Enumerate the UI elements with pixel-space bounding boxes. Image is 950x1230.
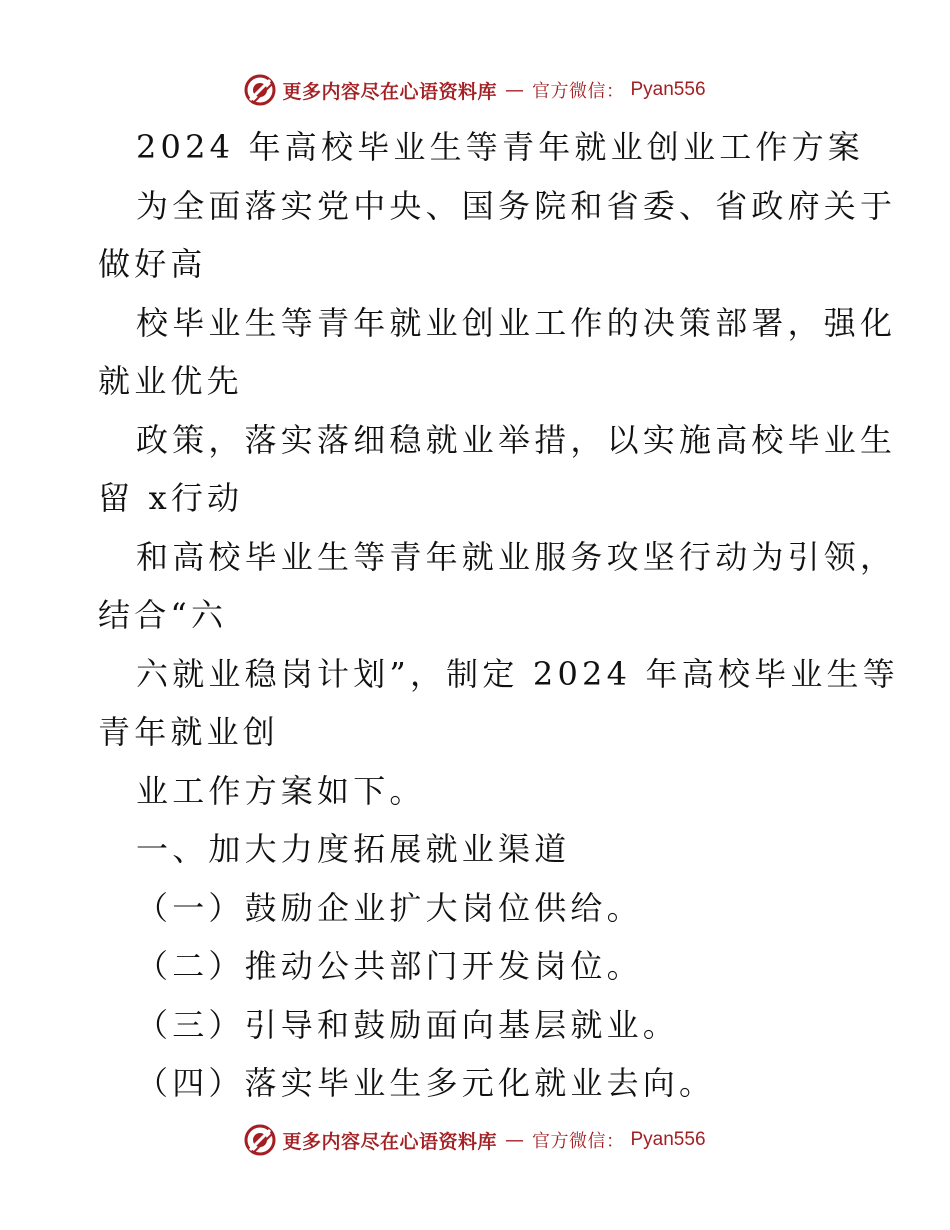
footer-banner-main-text: 更多内容尽在心语资料库 [282,1130,497,1153]
header-banner-wechat-id: Pyan556 [630,79,706,100]
header-banner-wechat-label: 官方微信： [532,81,625,102]
footer-banner-separator: — [505,1129,524,1151]
paragraph-line: 政策，落实落细稳就业举措，以实施高校毕业生 [136,420,897,459]
paragraph-line: 业工作方案如下。 [136,771,426,810]
subsection-item: （三）引导和鼓励面向基层就业。 [136,1005,680,1044]
paragraph-line: 为全面落实党中央、国务院和省委、省政府关于 [136,186,897,225]
subsection-item: （四）落实毕业生多元化就业去向。 [136,1064,716,1102]
paragraph-line: 和高校毕业生等青年就业服务攻坚行动为引领， [136,537,897,576]
footer-banner-wechat-id: Pyan556 [630,1129,706,1150]
footer-banner-wechat-label: 官方微信： [532,1131,625,1152]
paragraph-line: 校毕业生等青年就业创业工作的决策部署，强化 [136,303,897,342]
header-banner-separator: — [505,79,524,101]
header-banner-main-text: 更多内容尽在心语资料库 [282,80,497,103]
header-banner [0,70,950,110]
paragraph-line: 就业优先 [98,362,243,400]
footer-banner-inner [244,1124,705,1156]
brand-logo-icon [244,1124,276,1156]
paragraph-line: 六就业稳岗计划”，制定 2024 年高校毕业生等 [136,654,899,693]
document-title: 2024 年高校毕业生等青年就业创业工作方案 [136,128,865,166]
paragraph-line: 做好高 [98,245,207,283]
brand-logo-icon [244,74,276,106]
header-banner-inner [244,74,705,106]
document-body [98,118,899,1113]
subsection-item: （一）鼓励企业扩大岗位供给。 [136,888,643,927]
paragraph-line: 青年就业创 [98,713,280,751]
paragraph-line: 留 x行动 [98,479,244,517]
subsection-item: （二）推动公共部门开发岗位。 [136,947,643,985]
section-heading: 一、加大力度拓展就业渠道 [136,830,571,868]
paragraph-line: 结合“六 [98,596,228,634]
footer-banner [0,1120,950,1160]
